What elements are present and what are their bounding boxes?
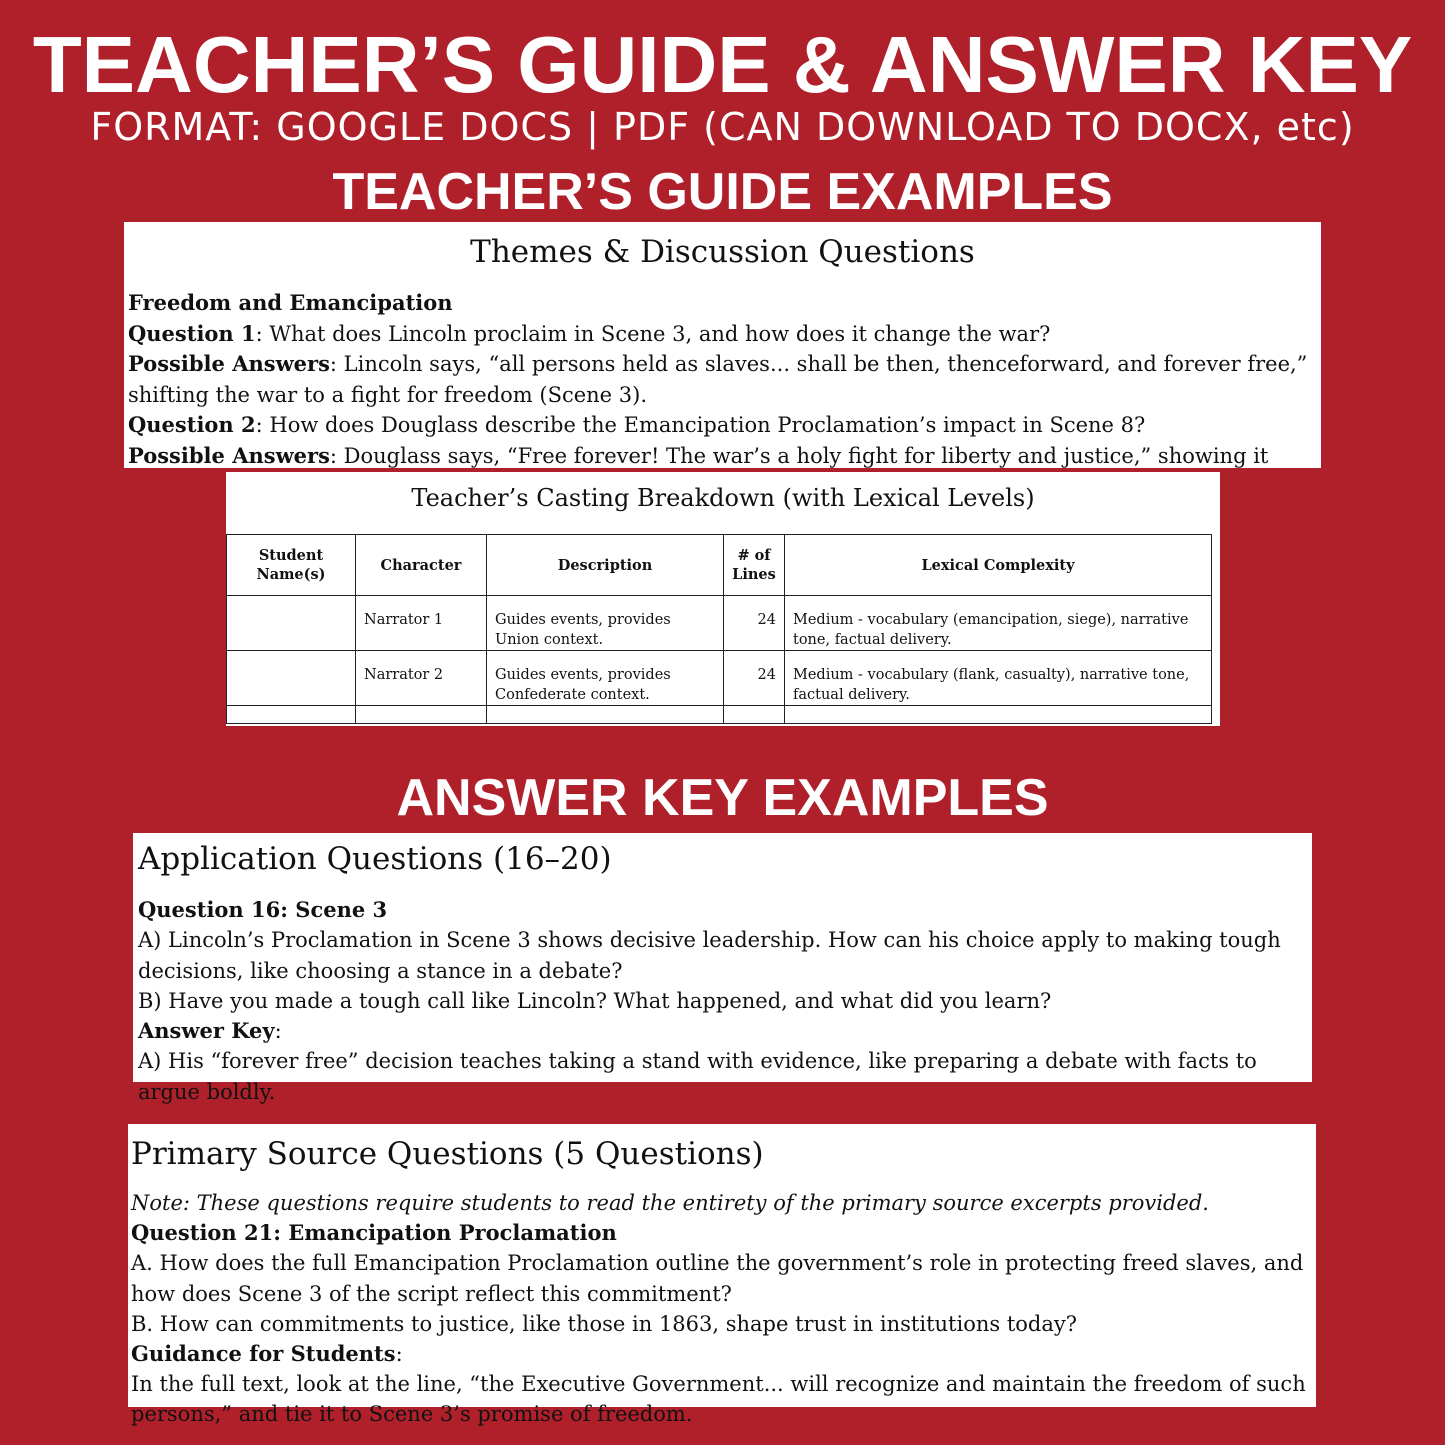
answer-key-line: Answer Key: [138, 1018, 282, 1044]
casting-header-row [227, 535, 1212, 596]
cell-description: Guides events, provides Confederate context. [487, 651, 724, 706]
themes-discussion-panel [124, 222, 1321, 468]
guidance-text: In the full text, look at the line, “the Executive Government... will recognize and maintain the freedom of such persons,” and tie it to Scene 3’s promise of freedom. [131, 1372, 1306, 1427]
table-row [227, 651, 1212, 706]
cell-student [227, 596, 356, 651]
col-header-lexical: Lexical Complexity [785, 535, 1212, 596]
question-16-heading: Question 16: Scene 3 [138, 897, 388, 922]
question-16-part-b: B) Have you made a tough call like Lincoln? What happened, and what did you learn? [138, 988, 1052, 1013]
cell-student [227, 651, 356, 706]
answer-1 [128, 349, 1317, 410]
casting-breakdown-panel [226, 472, 1220, 726]
question-21-part-b: B. How can commitments to justice, like those in 1863, shape trust in institutions today? [131, 1311, 1077, 1336]
application-questions-panel [133, 833, 1312, 1104]
question-2 [128, 410, 1317, 441]
cell-description: Guides events, provides Union context. [487, 596, 724, 651]
guidance-label: Guidance for Students [131, 1341, 396, 1367]
cell-lexical: Medium - vocabulary (flank, casualty), narrative tone, factual delivery. [785, 651, 1212, 706]
question-21-heading: Question 21: Emancipation Proclamation [131, 1220, 617, 1246]
col-header-character: Character [356, 535, 487, 596]
teacher-guide-section-title: TEACHER’S GUIDE EXAMPLES [332, 163, 1113, 221]
primary-note: Note: These questions require students to read the entirety of the primary source excerpts provided. [131, 1191, 1209, 1215]
answer-1-text: : Lincoln says, “all persons held as slaves... shall be then, thenceforward, and forever free,” shifting the war to a fight for freedom (Scene 3). [128, 352, 1308, 407]
cell-character: Narrator 2 [356, 651, 487, 706]
cell-lexical: Medium - vocabulary (emancipation, siege), narrative tone, factual delivery. [785, 596, 1212, 651]
answer-key-label: Answer Key [138, 1018, 275, 1044]
table-row-partial [227, 706, 1212, 724]
answer-2-text: : Douglass says, “Free forever! The war’s a holy fight for liberty and justice,” showing it [329, 443, 1269, 468]
format-subtitle: FORMAT: GOOGLE DOCS | PDF (CAN DOWNLOAD TO DOCX, etc) [90, 105, 1355, 149]
primary-panel-title: Primary Source Questions (5 Questions) [131, 1136, 764, 1172]
cell-lines: 24 [724, 596, 785, 651]
question-1-text: : What does Lincoln proclaim in Scene 3, and how does it change the war? [255, 321, 1051, 346]
table-row [227, 596, 1212, 651]
answer-2 [128, 441, 1317, 472]
answer-key-section-title: ANSWER KEY EXAMPLES [396, 769, 1049, 827]
themes-panel-title: Themes & Discussion Questions [470, 234, 975, 270]
application-panel-title: Application Questions (16–20) [138, 841, 612, 877]
theme-topic: Freedom and Emancipation [128, 290, 453, 315]
casting-panel-title: Teacher’s Casting Breakdown (with Lexical Levels) [411, 484, 1035, 512]
cell-lines: 24 [724, 651, 785, 706]
casting-table [226, 534, 1212, 724]
col-header-student: Student Name(s) [227, 535, 356, 596]
question-21-part-a: A. How does the full Emancipation Proclamation outline the government’s role in protecting freed slaves, and how does Scene 3 of the script reflect this commitment? [131, 1251, 1304, 1306]
guidance-line: Guidance for Students: [131, 1341, 403, 1367]
question-2-text: : How does Douglass describe the Emancipation Proclamation’s impact in Scene 8? [255, 413, 1146, 437]
answer-key-part-a: A) His “forever free” decision teaches taking a stand with evidence, like preparing a debate with facts to argue boldly. [138, 1049, 1257, 1104]
cell-character: Narrator 1 [356, 596, 487, 651]
primary-source-panel [128, 1124, 1316, 1427]
question-16-part-a: A) Lincoln’s Proclamation in Scene 3 shows decisive leadership. How can his choice apply to making tough decisions, like choosing a stance in a debate? [138, 928, 1281, 983]
col-header-lines: # of Lines [724, 535, 785, 596]
answer-1-label: Possible Answers [128, 351, 330, 376]
question-1-label: Question 1 [128, 320, 256, 346]
question-1 [128, 319, 1317, 350]
col-header-description: Description [487, 535, 724, 596]
answer-2-label: Possible Answers [128, 442, 330, 468]
question-2-label: Question 2 [128, 412, 256, 437]
page-title: TEACHER’S GUIDE & ANSWER KEY [32, 20, 1413, 109]
